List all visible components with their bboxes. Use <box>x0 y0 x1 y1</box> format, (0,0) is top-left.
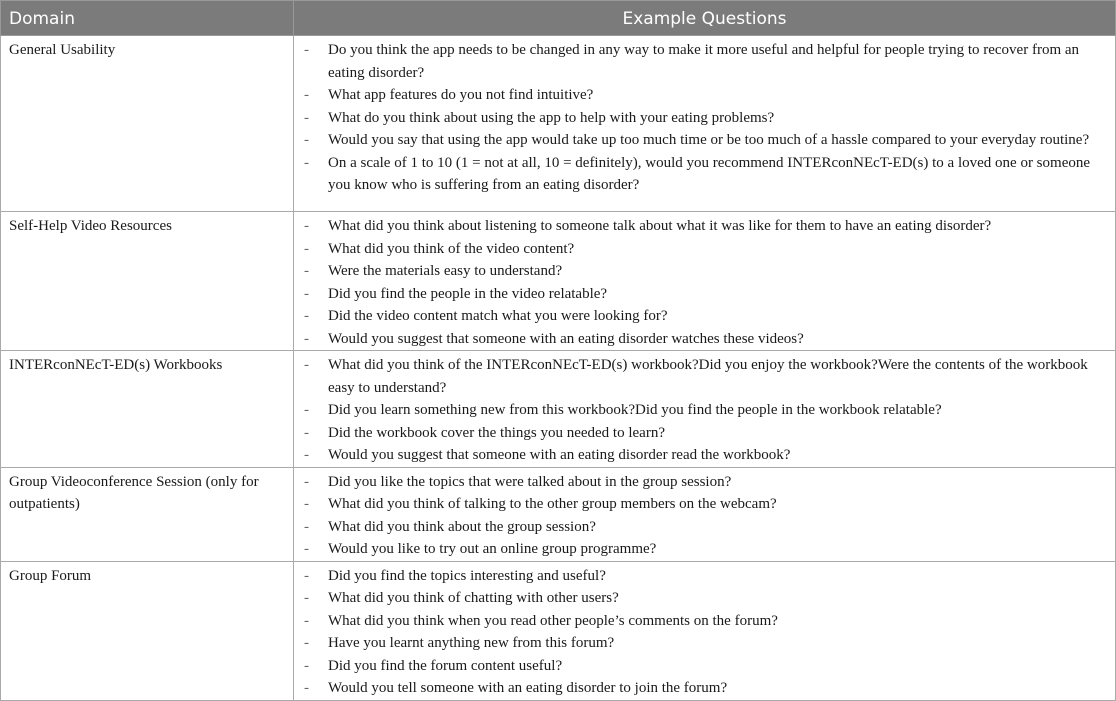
domain-label: Group Videoconference Session (only for outpatients) <box>9 473 259 512</box>
question-item: - Did you learn something new from this workbook?Did you find the people in the workbook relatable? <box>302 399 1107 422</box>
question-item: - Would you suggest that someone with an eating disorder watches these videos? <box>302 328 1107 351</box>
question-list <box>302 215 1107 350</box>
question-item: - What did you think of the INTERconNEcT-ED(s) workbook?Did you enjoy the workbook?Were the contents of the workbook easy to understand? <box>302 354 1107 399</box>
table-row <box>1 36 1116 212</box>
header-domain: Domain <box>1 1 294 36</box>
question-item: - Were the materials easy to understand? <box>302 260 1107 283</box>
question-item: - Would you suggest that someone with an eating disorder read the workbook? <box>302 444 1107 467</box>
questions-cell <box>294 561 1116 700</box>
table-row <box>1 467 1116 561</box>
question-item: - What did you think of talking to the other group members on the webcam? <box>302 493 1107 516</box>
table-row <box>1 212 1116 351</box>
header-row <box>1 1 1116 36</box>
question-list <box>302 354 1107 467</box>
question-item: - What did you think when you read other people’s comments on the forum? <box>302 610 1107 633</box>
questions-cell <box>294 36 1116 212</box>
question-list <box>302 471 1107 561</box>
question-item: - On a scale of 1 to 10 (1 = not at all, 10 = definitely), would you recommend INTERconNEcT-ED(s) to a loved one or someone you know who is suffering from an eating disorder? <box>302 152 1107 197</box>
question-item: - Do you think the app needs to be changed in any way to make it more useful and helpful for people trying to recover from an eating disorder? <box>302 39 1107 84</box>
question-item: - What app features do you not find intuitive? <box>302 84 1107 107</box>
question-item: - Did you find the people in the video relatable? <box>302 283 1107 306</box>
question-item: - Would you tell someone with an eating disorder to join the forum? <box>302 677 1107 700</box>
domain-cell <box>1 212 294 351</box>
questions-cell <box>294 351 1116 468</box>
table-row <box>1 561 1116 700</box>
question-item: - Would you say that using the app would take up too much time or be too much of a hassle compared to your everyday routine? <box>302 129 1107 152</box>
question-item: - Did you like the topics that were talked about in the group session? <box>302 471 1107 494</box>
question-item: - What do you think about using the app to help with your eating problems? <box>302 107 1107 130</box>
question-item: - What did you think of chatting with other users? <box>302 587 1107 610</box>
domain-label: Self-Help Video Resources <box>9 218 172 234</box>
question-item: - Would you like to try out an online group programme? <box>302 538 1107 561</box>
domain-cell <box>1 351 294 468</box>
question-item: - Did the workbook cover the things you needed to learn? <box>302 422 1107 445</box>
question-item: - Have you learnt anything new from this forum? <box>302 632 1107 655</box>
domain-cell <box>1 36 294 212</box>
domain-label: Group Forum <box>9 567 92 584</box>
questions-cell <box>294 212 1116 351</box>
domain-label: INTERconNEcT-ED(s) Workbooks <box>9 357 223 373</box>
question-item: - What did you think about listening to someone talk about what it was like for them to have an eating disorder? <box>302 215 1107 238</box>
question-list <box>302 39 1107 197</box>
question-item: - What did you think of the video content? <box>302 238 1107 261</box>
table-row <box>1 351 1116 468</box>
question-item: - Did the video content match what you were looking for? <box>302 305 1107 328</box>
question-item: - What did you think about the group session? <box>302 516 1107 539</box>
header-questions: Example Questions <box>294 1 1116 36</box>
domain-label: General Usability <box>9 42 116 58</box>
domain-cell <box>1 467 294 561</box>
question-item: - Did you find the topics interesting and useful? <box>302 565 1107 588</box>
questions-cell <box>294 467 1116 561</box>
question-list <box>302 565 1107 700</box>
domain-cell <box>1 561 294 700</box>
question-item: - Did you find the forum content useful? <box>302 655 1107 678</box>
